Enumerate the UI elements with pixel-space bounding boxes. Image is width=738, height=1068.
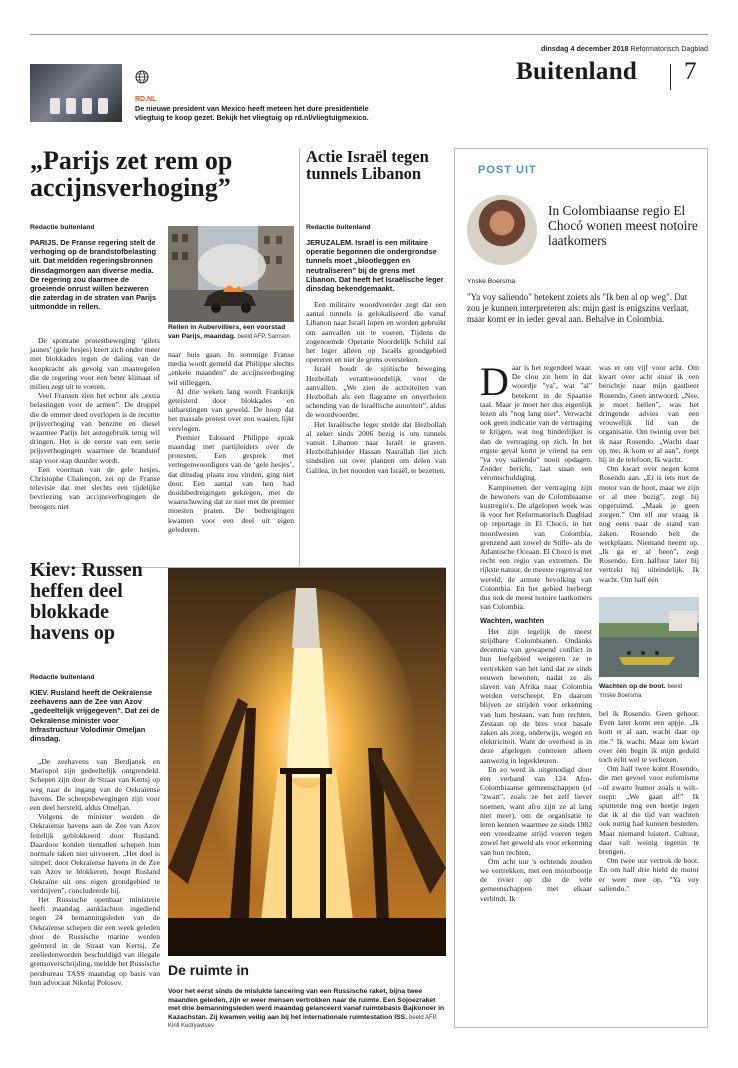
dateline: dinsdag 4 december 2018 Reformatorisch Dagblad [540,44,708,53]
article1-col1: De spontane protestbeweging ‘gilets jaunes’ (gele hesjes) keert zich onder meer met blokkades tegen de daling van de koopkracht als gevolg van maatregelen die de regering voor een beter klimaat of milieu zegt uit te voeren. Veel Fransen zien het echter als „extra belastingen voor de armen”. De druppel die de emmer deed overlopen is de recente prijsverhoging van benzine en diesel waarmee Parijs het autogebruik terug wil dringen. Het is de eerste van een serie prijsverhogingen waarmee de brandstof stap voor stap duurder wordt. Een voorman van de gele hesjes, Christophe Chalençon, zei op de Franse televisie dat met slechts een tijdelijke bevriezing van accijnsverhogingen de betogers niet [30,336,160,511]
photo-feature-title: De ruimte in [168,962,249,978]
column-subhead: Wachten, wachten [480,616,545,626]
article1-col2: naar huis gaan. In sommige Franse media wordt gemeld dat Philippe slechts „enkele maanden” de accijnsverhoging wil stilleggen. Al drie weken lang wordt Frankrijk geteisterd door blokkades en uitbarstingen van geweld. De hoop dat het massale protest over zou waaien, lijkt vervlogen. Premier Edouard Philippe sprak maandag met partijleiders over de protesten. Een gesprek met vertegenwoordigers van de ‘gele hesjes’, dat dinsdag plaats zou vinden, ging niet door. Een aantal van hen had doodsbedreigingen gekregen, met de waarschuwing dat ze niet met de premier moesten praten. De bedreigingen kwamen voor een deel uit eigen gelederen. [168,350,294,534]
dropcap: D [480,359,509,404]
page-number: 7 [684,58,697,85]
column-intro: "Ya voy saliendo" betekent zoiets als "Ik ben al op weg". Dat zou je kunnen interpreteren als: mijn gast is enigszins verlaat, maar komt er in ieder geval aan. Behalve in Colombia. [467,292,689,324]
article2-body: Een militaire woordvoerder zegt dat een aantal tunnels is gelokaliseerd die vanaf Libanon naar Israël lopen en worden gebruikt om aanvallen uit te voeren. Tijdens de zogenoemde Operatie Noordelijk Schild zal het leger alleen op Israëls grondgebied opereren en niet de grens oversteken. Israël houdt de sjiitische beweging Hezbollah verantwoordelijk voor de aanvallen. „We zien de activiteiten van Hezbollah als een flagrante en onverholen schending van de Israëlische autoriteit”, aldus de woordvoerder. Het Israëlische leger stelde dat Hezbollah al zeker sinds 2006 bezig is om tunnels vanuit Libanon naar Israël te graven. Hezbollahleider Hassan Nasrallah liet zich sindsdien uit over plannen om delen van Galilea, in het noorden van Israël, te bezetten. [306,300,446,475]
column-photo-caption: Wachten op de boot. beeld Ynske Boersma [599,683,683,699]
promo-text[interactable]: De nieuwe president van Mexico heeft meteen het dure presidentiële vliegtuig te koop gezet. Bekijk het vliegtuig op rd.nl/vliegtuigmexico. [135,104,369,122]
boat-photo [599,597,699,677]
column-col2: was er om vijf voor acht. Om kwart over acht stuur ik een berichtje naar mijn gastheer Rosendo. Geen antwoord. „Nee, je moet bellen”, was het dringende advies van een vrouwelijk lid van de organisatie. Om twintig over bel ik naar Rosendo. „Wacht daar op me, ik kom er al aan”, roept hij in de telefoon. Ik wacht. Om kwart over negen komt Rosendo aan. „Er is iets met de motor van de boot, maar we zijn er al mee bezig”, zegt hij opgeruimd. „Maak je geen zorgen.” Om elf uur vraag ik nog eens naar de stand van zaken. Rosendo belt de werkplaats. Niemand neemt op. „Ik ga er al heen”, zegt Rosendo. Een halfuur later hij vertrekt hij uiteindelijk. Ik wacht. Om half één [599,363,699,584]
section-title: Buitenland [516,58,638,85]
article3-headline: Kiev: Russen heffen deel blokkade havens op [30,559,143,644]
article1-headline: „Parijs zet rem op accijnsverhoging” [30,146,233,203]
article1-lead: PARIJS. De Franse regering stelt de verhoging op de brandstofbelasting uit. Dat meldden regeringsbronnen dinsdagmorgen aan diverse media. De regering zou daarmee de groeiende onrust willen bezweren die zaterdag in de straten van Parijs uitmondde in rellen. [30,238,157,312]
article1-byline: Redactie buitenland [30,224,95,231]
column-author: Ynske Boersma [467,278,515,285]
rocket-launch-photo [168,568,446,956]
column-col2b: bel ik Rosendo. Geen gehoor. Even later komt een appje. „Ik kom er al aan, wacht daar op me.” Ik wacht. Maar om kwart over één begin ik mijn geduld toch echt wel te verliezen. Om half twee komt Rosendo, die met gevoel voor eufemisme –of zwarte humor zoals u wilt– roept: „We gaan al!” Ik sputterde nog een beetje tegen dat ik al die tijd van wachten ook nuttig had kunnen besteden. Maar niemand luistert. Cultuur, daar valt weinig tegenin te brengen. Om twee uur vertrok de boot. En om half drie hield de motor er weer mee op. "Ya voy saliendo." [599,709,699,893]
riot-photo [168,226,294,322]
promo-image[interactable] [30,64,122,122]
article3-body: „De zeehavens van Berdjansk en Mariopol zijn gedeeltelijk ontgrendeld. Schepen zijn door de Straat van Kertsj op weg naar de ingang van de Oekraïense havens. De scheepsbewegingen zijn voor een deel hersteld, aldus Omeljan. Volgens de minister werden de Oekraïense havens aan de Zee van Azov feitelijk geblokkeerd door Rusland. Daardoor konden tientallen schepen hun normale taken niet uitvoeren. „Het doel is simpel: door Oekraïense havens in de Zee van Azov te blokkeren, hoopt Rusland Oekraïne uit ons eigen grondgebied te verdrijven”, concludeerde hij. Het Russische openbaar ministerie heeft maandag aanklachten ingediend tegen 24 bemanningsleden van de Oekraïense schepen die een week geleden door de Russische marine werden geënterd in de Straat van Kertsj. Ze zeeliedenworden beschuldigd van illegale grensoverschrijding, meldde het Russische persbureau TASS maandag op basis van hun advocaat Nikolaj Polosov. [30,757,160,987]
article2-byline: Redactie buitenland [306,224,371,231]
column-headline: In Colombiaanse regio El Chocó wonen meest notoire laatkomers [548,203,698,248]
article3-byline: Redactie buitenland [30,674,95,681]
column-col1: D aar is het tegendeel waar. De clou zit hem in dat woordje "ya", wat "al" betekent in de Spaanse taal. Maar je moet het dus eigenlijk lezen als "nog lang niet". Verwacht ook geen indicatie van de vertraging te krijgen, wat nog hinderlijker is dan de vertraging op zich. In het ergste geval komt je vriend na een "ya voy saliendo" nooit opdagen. Zonder bericht, laat staan een verontschuldiging. Kampioenen der vertraging zijn de bewoners van de Colombiaanse kustregio's. De afgelopen week was ik voor het Reformatorisch Dagblad op reportage in El Chocó, in het noordwesten van Colombia, grenzend aan zowel de Stille- als de Atlantische Oceaan. El Chocó is met recht een regio van extremen. De rijkste natuur, de meeste regenval ter wereld, de armste bevolking van Colombia. En het gebied herbergt dus ook de meest notoire laatkomers van Colombia. Wachten, wachten Het zijn tegelijk de meest strijdbare Colombianen. Ondanks decennia van gewapend conflict in hun leefgebied weigeren ze te vertrekken van het land dat ze sinds eeuwen bewonen, nadat ze als slaven van Afrika naar Colombia werden verscheept. En daarom blijven ze strijden voor erkenning van hun bestaan, van hun rechten. Zestaan op de bres voor basale zaken als zorg, onderwijs, wegen en elektriciteit. Want de overheid is in deze afgelegen contreien alleen aanwezig in legerkleuren. En zo werd ik uitgenodigd door een verband van 124 Afro-Colombiaanse gemeenschappen (of "zwart", zoals ze het zelf liever noemen, want afro zijn ze al lang niet meer), om de organisatie te leren kennen waarmee ze sinds 1982 een vreedzame strijd voeren tegen zowel het geweld als voor erkenning van hun rechten. Om acht uur 's ochtends zouden we vertrekken, met een motorbootje de rivier op die de vele gemeenschappen met elkaar verbindt. Ik [480,359,592,903]
promo-tag[interactable]: RD.NL [135,96,157,103]
author-portrait [467,195,537,265]
column-divider [299,148,300,566]
post-uit-label: POST UIT [478,164,537,176]
article2-headline: Actie Israël tegen tunnels Libanon [306,147,429,183]
photo-feature-caption: Voor het eerst sinds de mislukte lancering van een Russische raket, bijna twee maanden geleden, zijn er weer mensen vertrokken naar de ruimte. Een Sojoezraket met drie bemanningsleden werd maandag gelanceerd vanaf ruimtebasis Bajkonoer in Kazachstan. Zij kwamen veilig aan bij het internationale ruimtestation ISS. beeld AFP, Kirill Kudryavtsev [168,988,445,1030]
article3-lead: KIEV. Rusland heeft de Oekraïense zeehavens aan de Zee van Azov „gedeeltelijk vrijgegeven”. Dat zei de Oekraïense minister voor Infrastructuur Volodimir Omeljan dinsdag. [30,688,160,744]
article2-lead: JERUZALEM. Israël is een militaire operatie begonnen die ondergrondse tunnels moet „blootleggen en neutraliseren” bij de grens met Libanon. Dat heeft het Israëlische leger dinsdag bekendgemaakt. [306,238,444,294]
section-divider [670,64,671,90]
article1-photo-caption: Rellen in Aubervilliers, een voorstad van Parijs, maandag. beeld AFP, Samson [168,324,290,340]
globe-icon [135,70,149,84]
top-rule [30,34,708,35]
